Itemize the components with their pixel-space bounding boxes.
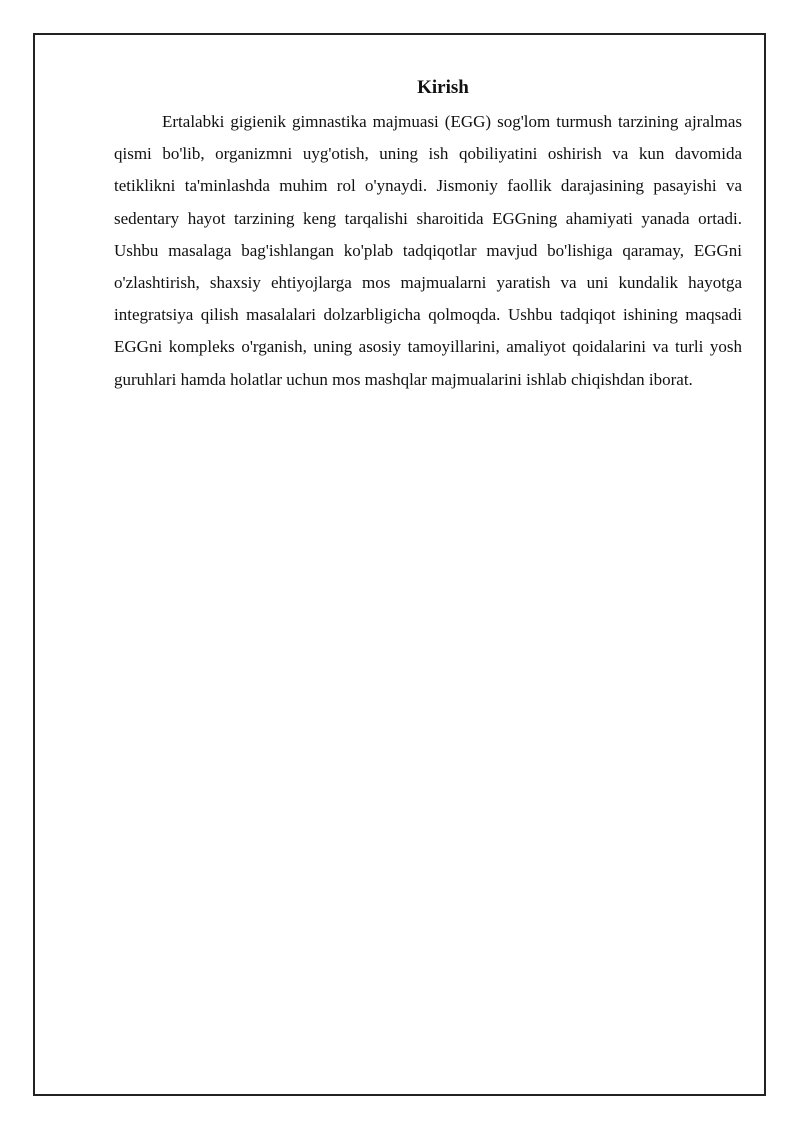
- intro-paragraph: Ertalabki gigienik gimnastika majmuasi (EGG) sog'lom turmush tarzining ajralmas qismi bo'lib, organizmni uyg'otish, uning ish qobiliyatini oshirish va kun davomida tetiklikni ta'minlashda muhim rol o'ynaydi. Jismoniy faollik darajasining pasayishi va sedentary hayot tarzining keng tarqalishi sharoitida EGGning ahamiyati yanada ortadi. Ushbu masalaga bag'ishlangan ko'plab tadqiqotlar mavjud bo'lishiga qaramay, EGGni o'zlashtirish, shaxsiy ehtiyojlarga mos majmualarni yaratish va uni kundalik hayotga integratsiya qilish masalalari dolzarbligicha qolmoqda. Ushbu tadqiqot ishining maqsadi EGGni kompleks o'rganish, uning asosiy tamoyillarini, amaliyot qoidalarini va turli yosh guruhlari hamda holatlar uchun mos mashqlar majmualarini ishlab chiqishdan iborat.: [114, 112, 742, 389]
- section-heading: Kirish: [417, 77, 469, 98]
- document-body: [114, 76, 742, 396]
